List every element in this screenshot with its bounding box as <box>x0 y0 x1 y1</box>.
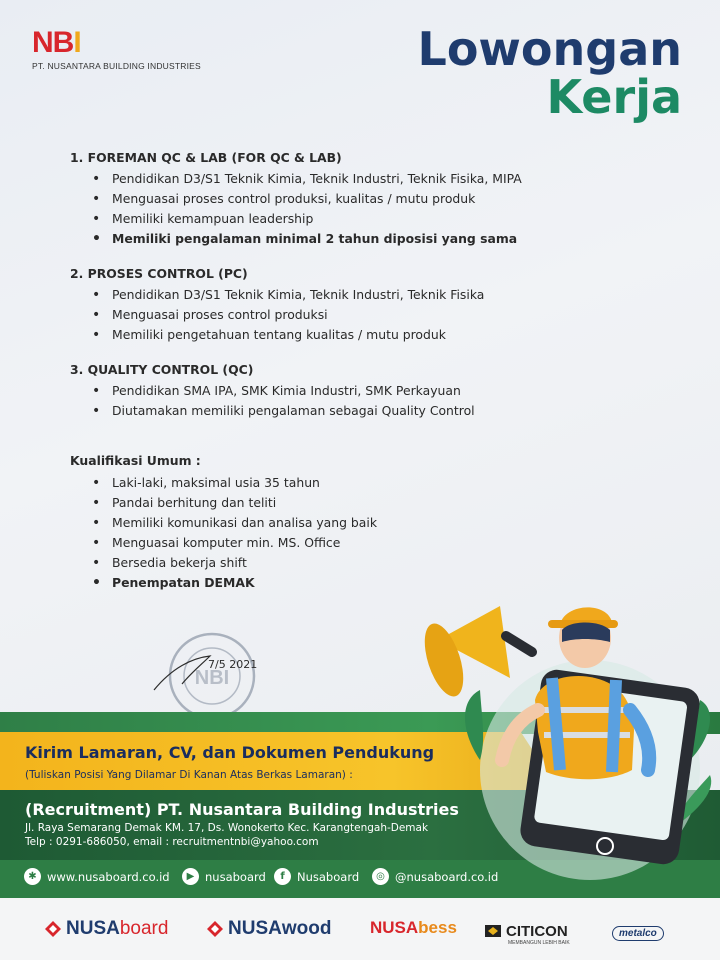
youtube-icon: ▶ <box>182 868 199 885</box>
position-title: 1. FOREMAN QC & LAB (FOR QC & LAB) <box>70 150 342 165</box>
nusawood-mark-icon <box>206 920 224 938</box>
instagram-icon: ◎ <box>372 868 389 885</box>
recipient-contact: Telp : 0291-686050, email : recruitmentnbi@yahoo.com <box>25 836 319 848</box>
requirement-item: • Memiliki pengalaman minimal 2 tahun diposisi yang sama <box>92 229 590 249</box>
position-title: 3. QUALITY CONTROL (QC) <box>70 362 254 377</box>
website-link[interactable] <box>24 868 170 885</box>
headline-line2: Kerja <box>546 70 682 124</box>
facebook-icon: f <box>274 868 291 885</box>
qualification-item: • Laki-laki, maksimal usia 35 tahun <box>92 473 590 493</box>
facebook-text: Nusaboard <box>297 869 360 884</box>
brand-word: bess <box>418 918 457 937</box>
requirement-item: • Memiliki pengetahuan tentang kualitas / mutu produk <box>92 325 590 345</box>
youtube-link[interactable] <box>182 868 266 885</box>
general-qualifications-title: Kualifikasi Umum : <box>70 453 201 468</box>
qualification-item: • Bersedia bekerja shift <box>92 553 590 573</box>
nusaboard-mark-icon <box>44 920 62 938</box>
brand-metalco <box>612 926 664 941</box>
qualification-item: • Penempatan DEMAK <box>92 573 590 593</box>
requirement-list <box>70 169 590 249</box>
brand-citicon <box>484 922 570 946</box>
brand-word: NUSA <box>228 918 282 939</box>
application-note: (Tuliskan Posisi Yang Dilamar Di Kanan Atas Berkas Lamaran) : <box>25 769 353 781</box>
company-name: PT. NUSANTARA BUILDING INDUSTRIES <box>32 61 201 71</box>
requirement-item: • Pendidikan SMA IPA, SMK Kimia Industri, SMK Perkayuan <box>92 381 590 401</box>
signature-date: 7/5 2021 <box>208 658 258 671</box>
requirement-item: • Menguasai proses control produksi, kualitas / mutu produk <box>92 189 590 209</box>
brand-tagline: MEMBANGUN LEBIH BAIK <box>508 940 570 946</box>
position-1 <box>70 150 590 249</box>
job-listing <box>70 150 590 593</box>
brand-word: NUSA <box>370 918 419 937</box>
citicon-mark-icon <box>484 922 502 940</box>
company-stamp <box>152 628 260 724</box>
facebook-link[interactable] <box>274 868 359 885</box>
requirement-item: • Memiliki kemampuan leadership <box>92 209 590 229</box>
instagram-text: @nusaboard.co.id <box>395 869 499 884</box>
worker-megaphone-illustration <box>420 560 720 900</box>
headline-line1: Lowongan <box>417 22 682 76</box>
company-logo <box>32 28 201 71</box>
brand-nusabess <box>370 918 457 938</box>
position-3 <box>70 362 590 421</box>
requirement-list <box>70 381 590 421</box>
brand-nusaboard <box>44 918 168 940</box>
logo-mark: NBI <box>32 26 81 59</box>
requirement-item: • Pendidikan D3/S1 Teknik Kimia, Teknik Industri, Teknik Fisika <box>92 285 590 305</box>
requirement-item: • Pendidikan D3/S1 Teknik Kimia, Teknik Industri, Teknik Fisika, MIPA <box>92 169 590 189</box>
qualification-item: • Memiliki komunikasi dan analisa yang baik <box>92 513 590 533</box>
brand-word: CITICON <box>506 922 568 940</box>
website-text: www.nusaboard.co.id <box>47 869 170 884</box>
qualification-item: • Menguasai komputer min. MS. Office <box>92 533 590 553</box>
position-2 <box>70 266 590 345</box>
recipient-name: (Recruitment) PT. Nusantara Building Industries <box>25 800 459 819</box>
position-title: 2. PROSES CONTROL (PC) <box>70 266 248 281</box>
requirement-item: • Menguasai proses control produksi <box>92 305 590 325</box>
brand-word: board <box>119 918 169 939</box>
brand-word: wood <box>281 918 332 939</box>
requirement-list <box>70 285 590 345</box>
qualification-item: • Pandai berhitung dan teliti <box>92 493 590 513</box>
application-title: Kirim Lamaran, CV, dan Dokumen Pendukung <box>25 743 435 762</box>
brand-word: metalco <box>612 926 664 941</box>
svg-text:NBI: NBI <box>194 667 230 689</box>
requirement-item: • Diutamakan memiliki pengalaman sebagai Quality Control <box>92 401 590 421</box>
globe-icon: ✱ <box>24 868 41 885</box>
page-title <box>417 22 682 124</box>
brand-nusawood <box>206 918 331 940</box>
youtube-text: nusaboard <box>205 869 266 884</box>
recipient-address: Jl. Raya Semarang Demak KM. 17, Ds. Wonokerto Kec. Karangtengah-Demak <box>25 822 429 834</box>
brand-word: NUSA <box>66 918 120 939</box>
